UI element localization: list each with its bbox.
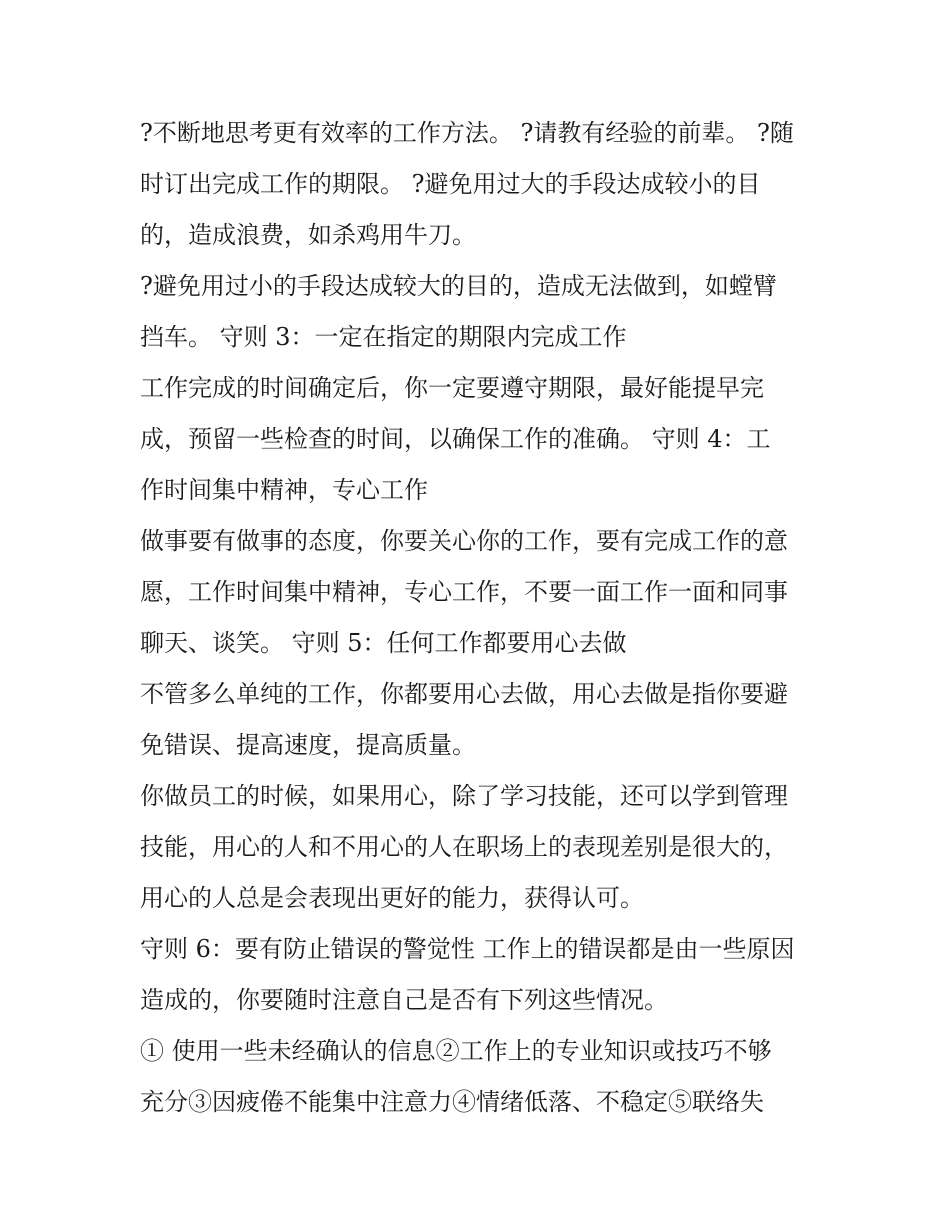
- text-line: ?避免用过小的手段达成较大的目的，造成无法做到，如螳臂: [140, 272, 777, 300]
- text-line: 聊天、谈笑。 守则 5：任何工作都要用心去做: [140, 629, 627, 657]
- text-line: 守则 6：要有防止错误的警觉性 工作上的错误都是由一些原因: [140, 935, 795, 963]
- text-line: 工作完成的时间确定后，你一定要遵守期限，最好能提早完: [140, 374, 764, 402]
- text-line: 造成的，你要随时注意自己是否有下列这些情况。: [140, 986, 668, 1014]
- text-line: 做事要有做事的态度，你要关心你的工作，要有完成工作的意: [140, 527, 788, 555]
- text-line: 成，预留一些检查的时间，以确保工作的准确。 守则 4：工: [140, 425, 771, 453]
- text-line: 愿，工作时间集中精神，专心工作，不要一面工作一面和同事: [140, 578, 788, 606]
- text-line: 作时间集中精神，专心工作: [140, 476, 428, 504]
- text-line: 不管多么单纯的工作，你都要用心去做，用心去做是指你要避: [140, 680, 788, 708]
- document-body: [140, 108, 820, 1128]
- text-line: 用心的人总是会表现出更好的能力，获得认可。: [140, 884, 644, 912]
- text-line: 挡车。 守则 3：一定在指定的期限内完成工作: [140, 323, 627, 351]
- text-line: ① 使用一些未经确认的信息②工作上的专业知识或技巧不够: [140, 1037, 772, 1065]
- text-line: 你做员工的时候，如果用心，除了学习技能，还可以学到管理: [140, 782, 788, 810]
- text-line: 充分③因疲倦不能集中注意力④情绪低落、不稳定⑤联络失: [140, 1088, 764, 1116]
- text-line: ?不断地思考更有效率的工作方法。 ?请教有经验的前辈。 ?随: [140, 119, 794, 147]
- text-line: 免错误、提高速度，提高质量。: [140, 731, 476, 759]
- text-line: 时订出完成工作的期限。 ?避免用过大的手段达成较小的目: [140, 170, 761, 198]
- text-line: 的，造成浪费，如杀鸡用牛刀。: [140, 221, 476, 249]
- text-line: 技能，用心的人和不用心的人在职场上的表现差别是很大的，: [140, 833, 788, 861]
